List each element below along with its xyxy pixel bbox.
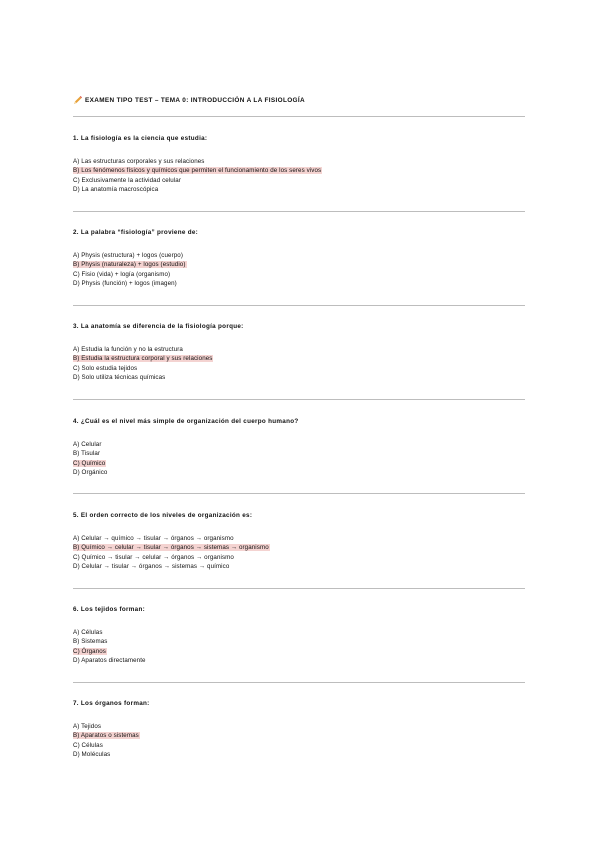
answer-option[interactable]: [73, 251, 529, 260]
answer-options: [73, 157, 529, 195]
question-title: 1. La fisiología es la ciencia que estudia:: [73, 135, 208, 142]
question-divider: [73, 493, 525, 494]
answer-option-text: C) Fisio (vida) + logía (organismo): [73, 270, 171, 278]
answer-option[interactable]: [73, 553, 529, 562]
answer-option[interactable]: [73, 176, 529, 185]
answer-options: [73, 628, 529, 666]
answer-option[interactable]: [73, 562, 529, 571]
answer-option[interactable]: [73, 750, 529, 759]
pencil-icon: [73, 96, 82, 105]
question-3: [73, 323, 529, 383]
answer-option-text: B) Los fenómenos físicos y químicos que permiten el funcionamiento de los seres vivos: [73, 167, 322, 175]
question-title: 4. ¿Cuál es el nivel más simple de organización del cuerpo humano?: [73, 418, 299, 425]
answer-option[interactable]: [73, 741, 529, 750]
answer-option[interactable]: [73, 373, 529, 382]
answer-option-text: D) Orgánico: [73, 469, 108, 477]
exam-header: [73, 96, 305, 105]
question-7: [73, 700, 529, 760]
answer-option-text: D) Celular → tisular → órganos → sistemas → químico: [73, 563, 230, 571]
question-5: [73, 512, 529, 572]
answer-option-text: D) Aparatos directamente: [73, 657, 146, 665]
answer-option[interactable]: [73, 440, 529, 449]
answer-option[interactable]: [73, 449, 529, 458]
answer-option-text: A) Celular: [73, 441, 102, 448]
answer-option-text: B) Tisular: [73, 450, 101, 458]
answer-option-text: C) Órganos: [73, 647, 106, 655]
answer-option-text: A) Physis (estructura) + logos (cuerpo): [73, 252, 183, 259]
answer-options: [73, 345, 529, 383]
header-divider: [73, 116, 525, 117]
answer-option-text: C) Químico: [73, 459, 106, 467]
answer-option-text: C) Exclusivamente la actividad celular: [73, 176, 181, 184]
answer-option-text: D) Physis (función) + logos (imagen): [73, 280, 177, 288]
answer-option-text: A) Tejidos: [73, 723, 102, 730]
question-title: 5. El orden correcto de los niveles de organización es:: [73, 512, 253, 519]
answer-option-text: D) Moléculas: [73, 751, 111, 759]
answer-option-text: A) Estudia la función y no la estructura: [73, 346, 183, 353]
answer-option[interactable]: [73, 534, 529, 543]
answer-option[interactable]: [73, 364, 529, 373]
question-divider: [73, 211, 525, 212]
answer-option-text: A) Células: [73, 629, 103, 636]
answer-options: [73, 440, 529, 478]
question-title: 7. Los órganos forman:: [73, 700, 150, 707]
question-title: 3. La anatomía se diferencia de la fisiología porque:: [73, 323, 244, 330]
answer-option-highlighted[interactable]: [73, 166, 529, 175]
answer-option-highlighted[interactable]: [73, 543, 529, 552]
answer-option[interactable]: [73, 628, 529, 637]
question-title: 6. Los tejidos forman:: [73, 606, 146, 613]
answer-option-text: B) Physis (naturaleza) + logos (estudio): [73, 261, 186, 269]
answer-option-text: B) Sistemas: [73, 638, 108, 646]
answer-option-text: B) Químico → celular → tisular → órganos → sistemas → organismo: [73, 544, 269, 552]
answer-option-text: C) Células: [73, 741, 103, 749]
question-divider: [73, 305, 525, 306]
question-2: [73, 229, 529, 289]
answer-option[interactable]: [73, 637, 529, 646]
answer-option[interactable]: [73, 722, 529, 731]
answer-option-text: A) Celular → químico → tisular → órganos → organismo: [73, 535, 234, 542]
answer-option-text: B) Aparatos o sistemas: [73, 732, 139, 740]
answer-option[interactable]: [73, 656, 529, 665]
answer-option-text: D) Solo utiliza técnicas químicas: [73, 374, 166, 382]
answer-options: [73, 251, 529, 289]
answer-option-text: D) La anatomía macroscópica: [73, 186, 159, 194]
answer-option-highlighted[interactable]: [73, 731, 529, 740]
exam-title: EXAMEN TIPO TEST – TEMA 0: INTRODUCCIÓN A LA FISIOLOGÍA: [85, 97, 305, 104]
question-4: [73, 418, 529, 478]
answer-options: [73, 722, 529, 760]
answer-option[interactable]: [73, 279, 529, 288]
answer-option[interactable]: [73, 270, 529, 279]
answer-option[interactable]: [73, 468, 529, 477]
answer-options: [73, 534, 529, 572]
question-divider: [73, 682, 525, 683]
answer-option[interactable]: [73, 345, 529, 354]
answer-option-highlighted[interactable]: [73, 354, 529, 363]
answer-option-text: C) Solo estudia tejidos: [73, 364, 138, 372]
answer-option-text: B) Estudia la estructura corporal y sus relaciones: [73, 355, 213, 363]
question-title: 2. La palabra “fisiología” proviene de:: [73, 229, 199, 236]
question-divider: [73, 588, 525, 589]
answer-option-text: A) Las estructuras corporales y sus relaciones: [73, 158, 205, 165]
question-1: [73, 135, 529, 195]
answer-option-highlighted[interactable]: [73, 260, 529, 269]
answer-option-highlighted[interactable]: [73, 459, 529, 468]
answer-option[interactable]: [73, 157, 529, 166]
answer-option-text: C) Químico → tisular → celular → órganos → organismo: [73, 553, 234, 561]
question-divider: [73, 399, 525, 400]
answer-option[interactable]: [73, 185, 529, 194]
answer-option-highlighted[interactable]: [73, 647, 529, 656]
question-6: [73, 606, 529, 666]
